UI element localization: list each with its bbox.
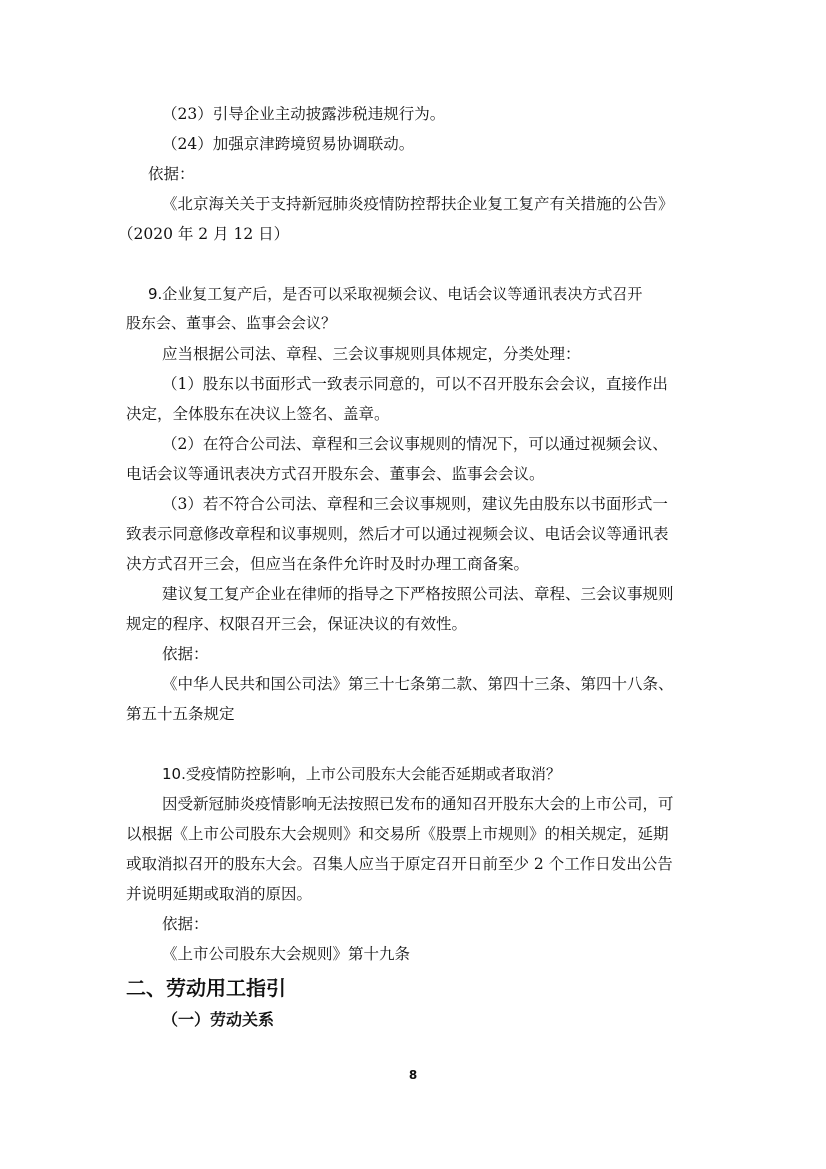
section-2-heading: 二、劳动用工指引 [126,976,286,1000]
question-9-point-1: （1）股东以书面形式一致表示同意的，可以不召开股东会会议，直接作出 [162,375,668,393]
page-number: 8 [408,1068,418,1082]
question-10-answer-cont2: 或取消拟召开的股东大会。召集人应当于原定召开日前至少 2 个工作日发出公告 [126,855,673,873]
question-10-basis-label: 依据： [162,915,209,933]
item-24: （24）加强京津跨境贸易协调联动。 [162,135,415,153]
question-10-answer-cont3: 并说明延期或取消的原因。 [126,885,313,903]
question-9-intro: 应当根据公司法、章程、三会议事规则具体规定，分类处理： [162,345,581,363]
question-9-point-3-cont: 致表示同意修改章程和议事规则，然后才可以通过视频会议、电话会议等通讯表 [126,525,669,543]
item-23: （23）引导企业主动披露涉税违规行为。 [162,105,446,123]
basis-reference: 《北京海关关于支持新冠肺炎疫情防控帮扶企业复工复产有关措施的公告》 [162,195,674,213]
question-9-title: 9.企业复工复产后，是否可以采取视频会议、电话会议等通讯表决方式召开 [148,285,643,303]
question-9-basis-label: 依据： [162,645,209,663]
question-9-advice-cont: 规定的程序、权限召开三会，保证决议的有效性。 [126,615,468,633]
question-10-title: 10.受疫情防控影响，上市公司股东大会能否延期或者取消？ [162,765,561,783]
question-10-answer-cont: 以根据《上市公司股东大会规则》和交易所《股票上市规则》的相关规定，延期 [126,825,669,843]
question-9-point-2-cont: 电话会议等通讯表决方式召开股东会、董事会、监事会会议。 [126,465,545,483]
section-2-subheading: （一）劳动关系 [162,1010,275,1029]
basis-reference-date: （2020 年 2 月 12 日） [118,225,290,243]
question-9-point-2: （2）在符合公司法、章程和三会议事规则的情况下，可以通过视频会议、 [162,435,668,453]
question-10-answer: 因受新冠肺炎疫情影响无法按照已发布的通知召开股东大会的上市公司，可 [162,795,674,813]
question-9-point-1-cont: 决定，全体股东在决议上签名、盖章。 [126,405,390,423]
question-9-basis-reference: 《中华人民共和国公司法》第三十七条第二款、第四十三条、第四十八条、 [162,675,674,693]
basis-label: 依据： [148,165,195,183]
question-9-point-3-cont2: 决方式召开三会，但应当在条件允许时及时办理工商备案。 [126,555,530,573]
question-9-basis-reference-cont: 第五十五条规定 [126,705,235,723]
question-9-advice: 建议复工复产企业在律师的指导之下严格按照公司法、章程、三会议事规则 [162,585,674,603]
question-9-title-cont: 股东会、董事会、监事会会议？ [126,314,337,332]
question-9-point-3: （3）若不符合公司法、章程和三会议事规则，建议先由股东以书面形式一 [162,495,668,513]
question-10-basis-reference: 《上市公司股东大会规则》第十九条 [162,945,411,963]
